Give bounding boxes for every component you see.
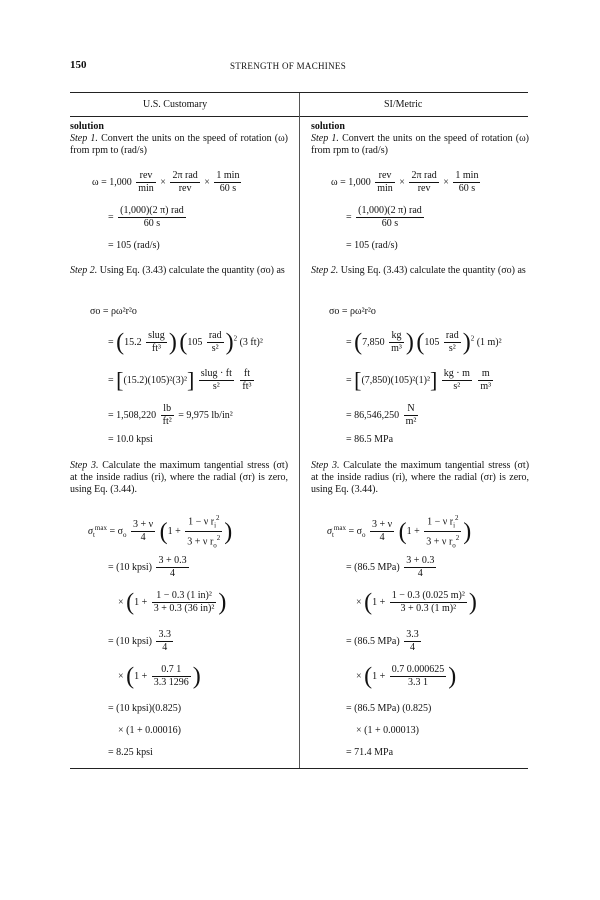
eq-sigma-o-4: = 1,508,220 $\frac{lb}{\text{ft²}}$ = 9,975 lb/in² xyxy=(108,403,233,427)
eq-sigma-t: $\sigma_t^{max} = \sigma_o$ $\frac{3 + \nu}{4}$ (1 + $\frac{1 - \nu r_i^2}{3 + \nu r_o^2}$ ) xyxy=(327,514,472,550)
eq-sigma-o-3: = [(15.2)(105)²(3)²] $\frac{\text{slug · ft}}{\text{s²}}$ $\frac{ft}{\text{ft³}}$ xyxy=(108,367,252,393)
eq-sigma-t-7: × (1 + 0.00016) xyxy=(118,725,181,736)
eq-sigma-o: σo = ρω²r²o xyxy=(329,306,376,317)
eq-sigma-t-4: = (10 kpsi) $\frac{3.3}{4}$ xyxy=(108,629,171,653)
running-title: STRENGTH OF MACHINES xyxy=(230,61,347,71)
left-column-title: U.S. Customary xyxy=(143,99,208,110)
eq-omega-result: = 105 (rad/s) xyxy=(346,240,398,251)
step1-text: Step 1. Convert the units on the speed of rotation (ω) from rpm to (rad/s) xyxy=(311,133,530,156)
right-step2: Step 2. Using Eq. (3.43) calculate the quantity (σo) as xyxy=(311,265,526,276)
eq-sigma-t: $\sigma_t^{max} = \sigma_o$ $\frac{3 + \nu}{4}$ (1 + $\frac{1 - \nu r_i^2}{3 + \nu r_o^2}$ ) xyxy=(88,514,233,550)
eq-sigma-t-6: = (86.5 MPa) (0.825) xyxy=(346,703,432,714)
eq-sigma-t-7: × (1 + 0.00013) xyxy=(356,725,419,736)
eq-sigma-o: σo = ρω²r²o xyxy=(90,306,137,317)
eq-sigma-o-3: = [(7,850)(105)²(1)²] $\frac{kg \cdot m}{\text{s²}}$ $\frac{m}{\text{m³}}$ xyxy=(346,367,492,393)
eq-sigma-t-3: × (1 + $\frac{\text{1 − 0.3 (0.025 m)²}}{\text{3 + 0.3 (1 m)²}}$ ) xyxy=(356,589,477,616)
eq-sigma-t-5: × (1 + $\frac{0.7 1}{3.3 1296}$ ) xyxy=(118,663,201,690)
right-step1 xyxy=(311,121,529,157)
eq-sigma-o-result: = 86.5 MPa xyxy=(346,434,394,445)
eq-omega: ω = 1,000 $\frac{\text{rev}}{\min}$ × $\frac{\text{2π rad}}{\text{rev}}$ × $\frac{1 \min}{60 s}$ xyxy=(331,170,479,194)
eq-sigma-o-2: = (15.2 $\frac{\text{slug}}{\text{ft³}}$ ) (105 $\frac{\text{rad}}{\text{s²}}$ )$^2$ (3 ft)² xyxy=(108,329,263,356)
column-divider xyxy=(299,93,300,768)
page-number: 150 xyxy=(70,59,87,71)
eq-sigma-t-4: = (86.5 MPa) $\frac{3.3}{4}$ xyxy=(346,629,419,653)
eq-omega: ω = 1,000 $\frac{\text{rev}}{\min}$ × $\frac{\text{2π rad}}{\text{rev}}$ × $\frac{1 \min}{60 s}$ xyxy=(92,170,240,194)
eq-sigma-o-result: = 10.0 kpsi xyxy=(108,434,153,445)
right-step3: Step 3. Calculate the maximum tangential stress (σt) at the inside radius (ri), where the radial (σr) is zero, using Eq. (3.44). xyxy=(311,460,530,495)
eq-sigma-t-2: = (86.5 MPa) $\frac{3 + 0.3}{4}$ xyxy=(346,555,435,579)
eq-sigma-t-5: × (1 + $\frac{0.7 0.000625}{3.3 1}$ ) xyxy=(356,663,457,690)
solution-heading: solution xyxy=(311,121,345,132)
eq-sigma-t-6: = (10 kpsi)(0.825) xyxy=(108,703,182,714)
eq-sigma-t-2: = (10 kpsi) $\frac{3 + 0.3}{4}$ xyxy=(108,555,187,579)
eq-sigma-t-result: = 71.4 MPa xyxy=(346,747,394,758)
left-step2: Step 2. Using Eq. (3.43) calculate the quantity (σo) as xyxy=(70,265,285,276)
table-bottom-rule xyxy=(70,768,528,769)
eq-sigma-t-3: × (1 + $\frac{\text{1 − 0.3 (1 in)²}}{\text{3 + 0.3 (36 in)²}}$ ) xyxy=(118,589,227,616)
left-step3: Step 3. Calculate the maximum tangential stress (σt) at the inside radius (ri), where the radial (σr) is zero, using Eq. (3.44). xyxy=(70,460,289,495)
eq-omega-result: = 105 (rad/s) xyxy=(108,240,160,251)
right-column-title: SI/Metric xyxy=(384,99,423,110)
eq-sigma-o-2: = (7,850 $\frac{kg}{\text{m³}}$ ) (105 $\frac{\text{rad}}{\text{s²}}$ )$^2$ (1 m)² xyxy=(346,329,502,356)
left-step1 xyxy=(70,121,288,157)
solution-heading: solution xyxy=(70,121,104,132)
eq-sigma-o-4: = 86,546,250 $\frac{N}{\text{m²}}$ xyxy=(346,403,417,427)
eq-omega-2: = $\frac{\text{(1,000)(2 π) rad}}{60 s}$ xyxy=(108,205,184,229)
eq-sigma-t-result: = 8.25 kpsi xyxy=(108,747,153,758)
eq-omega-2: = $\frac{\text{(1,000)(2 π) rad}}{60 s}$ xyxy=(346,205,422,229)
step1-text: Step 1. Convert the units on the speed of rotation (ω) from rpm to (rad/s) xyxy=(70,133,289,156)
